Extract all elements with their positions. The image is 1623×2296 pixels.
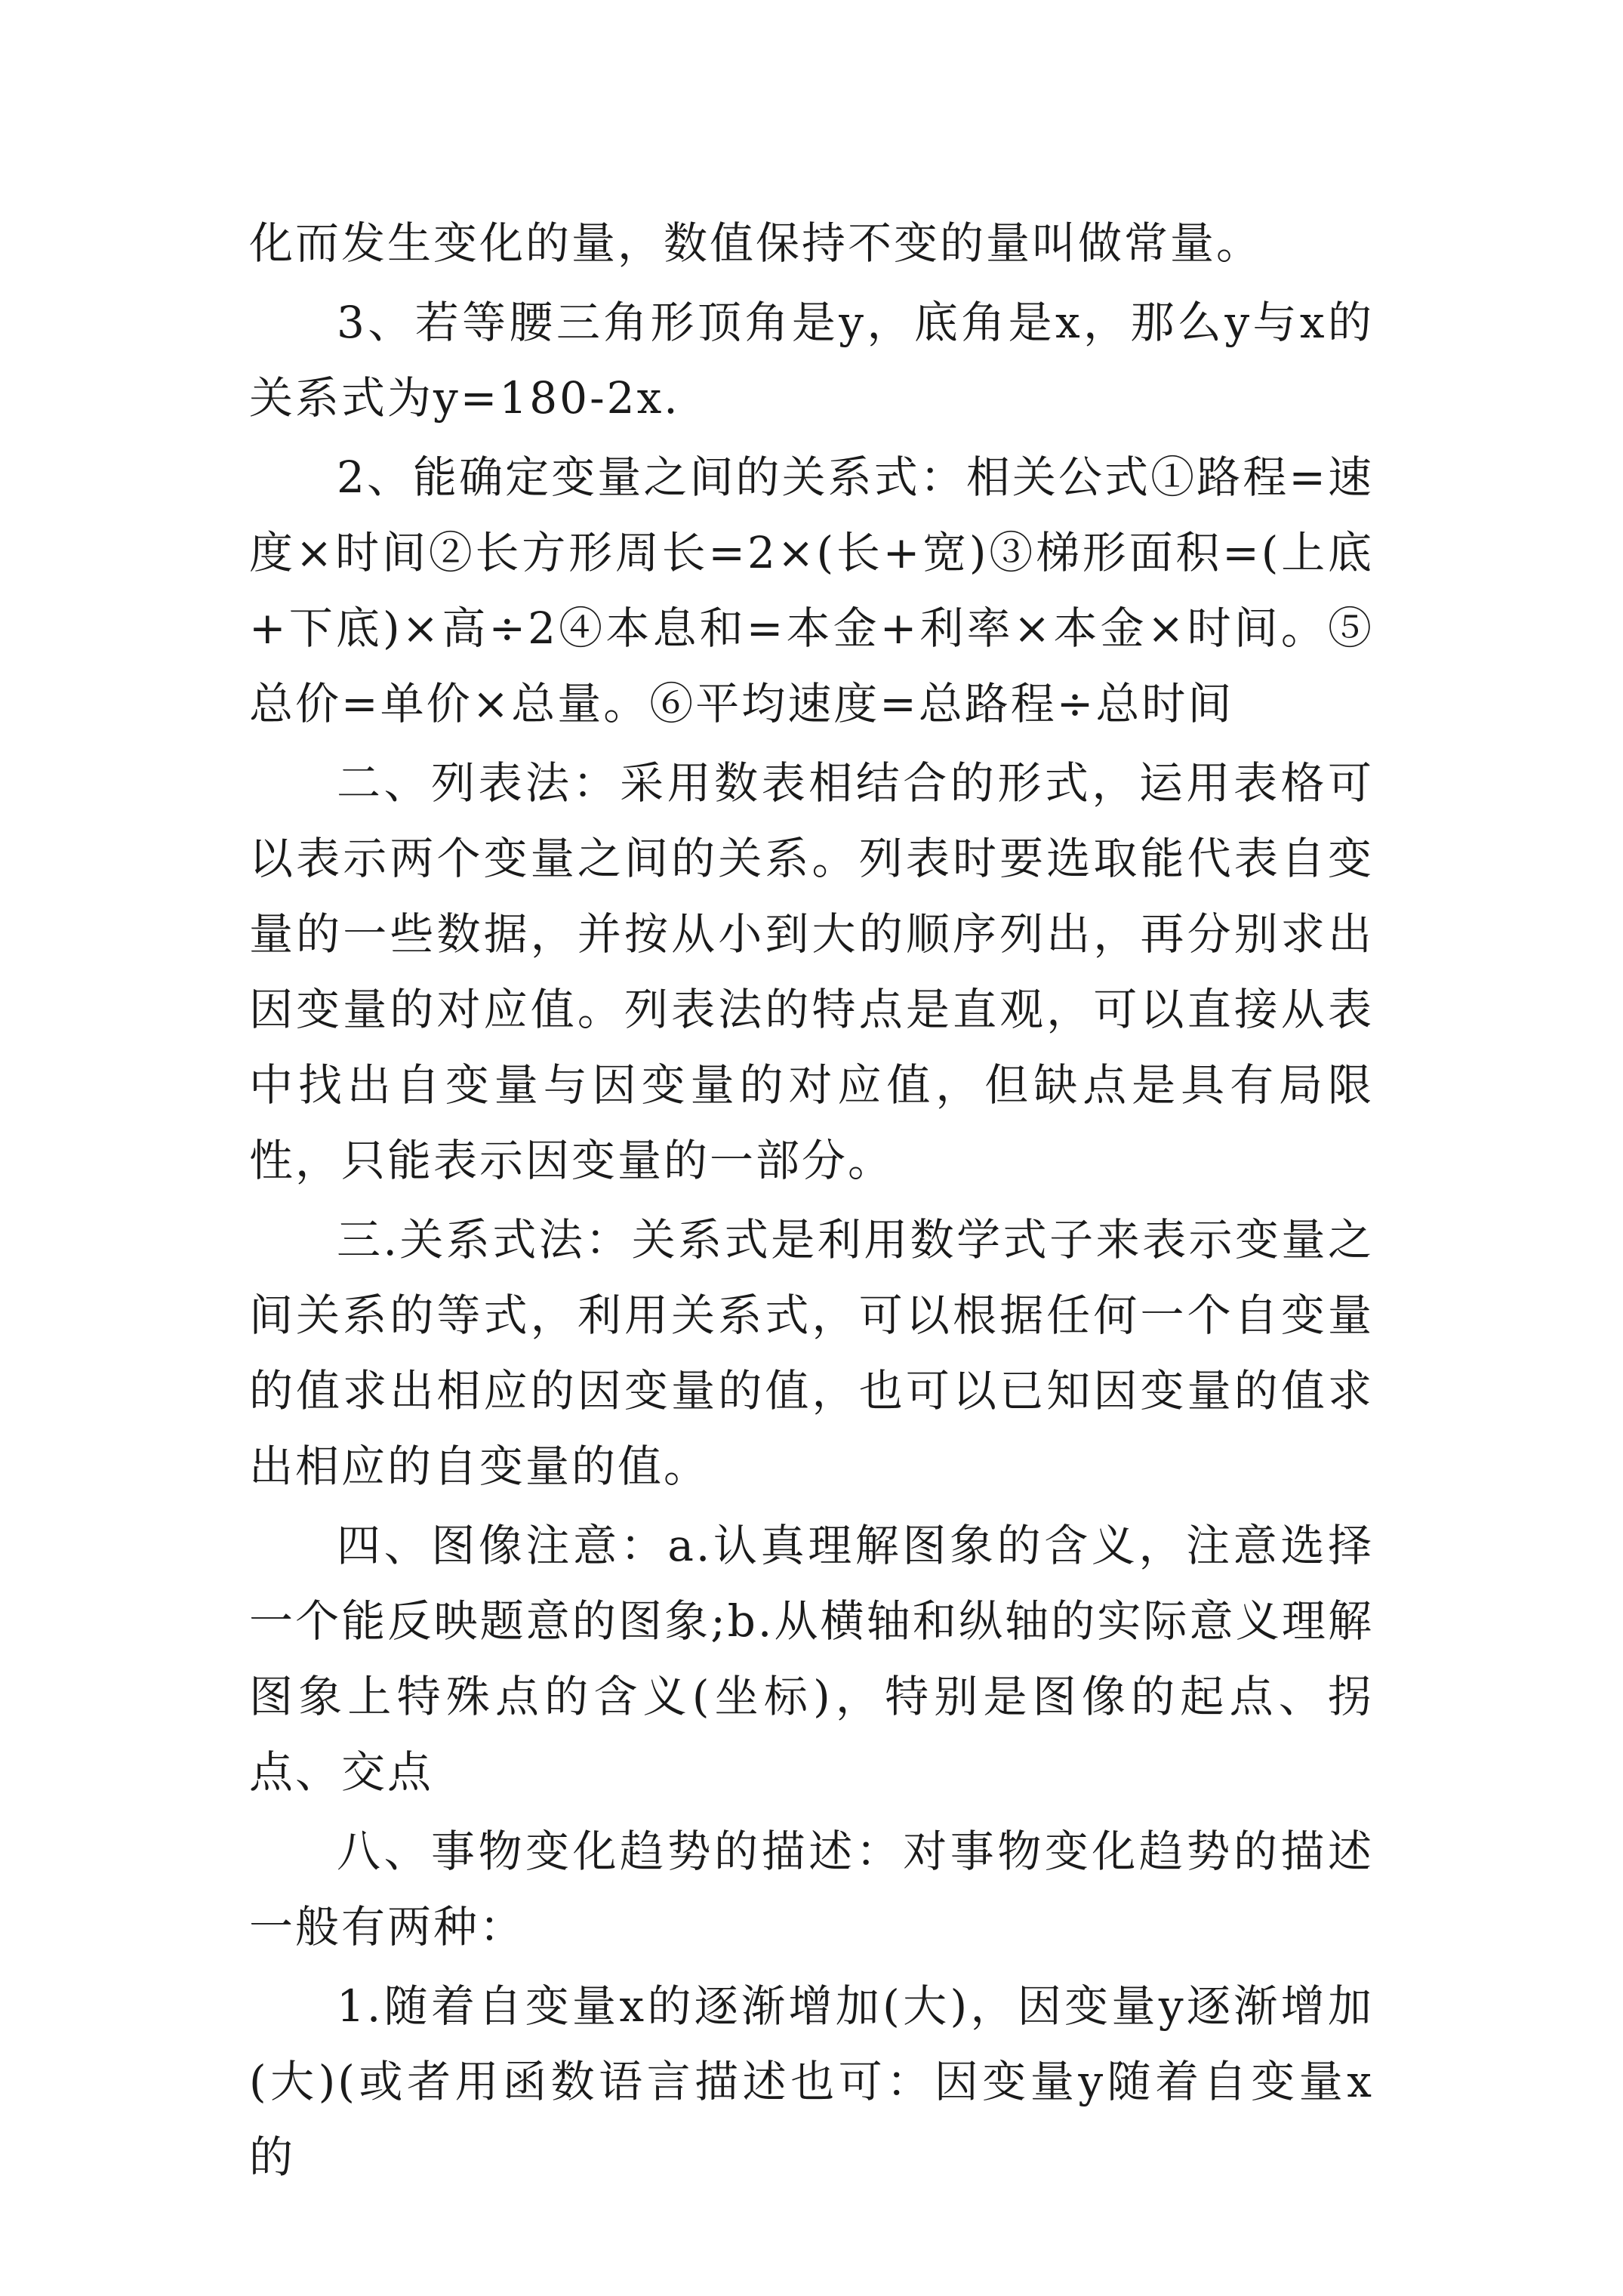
- paragraph-trend-item-1: 1.随着自变量x的逐渐增加(大)，因变量y逐渐增加(大)(或者用函数语言描述也可：因变量y随着自变量x的: [249, 1980, 1374, 2183]
- paragraph-continuation: 化而发生变化的量，数值保持不变的量叫做常量。: [249, 217, 1263, 269]
- paragraph-item-2-formulas: 2、能确定变量之间的关系式：相关公式①路程=速度×时间②长方形周长=2×(长+宽)③梯形面积=(上底+下底)×高÷2④本息和=本金+利率×本金×时间。⑤总价=单价×总量。⑥平均速度=总路程÷总时间: [249, 451, 1374, 729]
- paragraph-graph-notes: 四、图像注意：a.认真理解图象的含义，注意选择一个能反映题意的图象;b.从横轴和纵轴的实际意义理解图象上特殊点的含义(坐标)，特别是图像的起点、拐点、交点: [249, 1520, 1374, 1798]
- paragraph-trend-description: 八、事物变化趋势的描述：对事物变化趋势的描述一般有两种：: [249, 1826, 1374, 1952]
- paragraph-table-method: 二、列表法：采用数表相结合的形式，运用表格可以表示两个变量之间的关系。列表时要选取能代表自变量的一些数据，并按从小到大的顺序列出，再分别求出因变量的对应值。列表法的特点是直观，可以直接从表中找出自变量与因变量的对应值，但缺点是具有局限性，只能表示因变量的一部分。: [249, 757, 1374, 1186]
- paragraph-item-3: 3、若等腰三角形顶角是y，底角是x，那么y与x的关系式为y=180-2x.: [249, 297, 1374, 424]
- paragraph-formula-method: 三.关系式法：关系式是利用数学式子来表示变量之间关系的等式，利用关系式，可以根据任何一个自变量的值求出相应的因变量的值，也可以已知因变量的值求出相应的自变量的值。: [249, 1214, 1374, 1492]
- body-text: [249, 205, 1374, 2199]
